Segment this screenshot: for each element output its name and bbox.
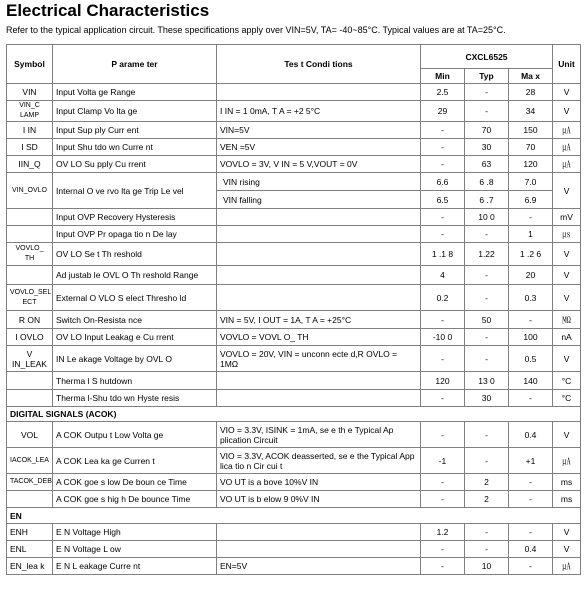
cell-typ: 6 .7 <box>465 191 509 209</box>
cell-min: 1.2 <box>421 524 465 541</box>
table-row <box>7 329 581 346</box>
cell-typ: 6 .8 <box>465 173 509 191</box>
cell-min: - <box>421 541 465 558</box>
cell-max: - <box>509 558 553 575</box>
cell-symbol: VOVLO_SEL ECT <box>7 285 53 311</box>
cell-max: 0.3 <box>509 285 553 311</box>
cell-symbol: I SD <box>7 139 53 156</box>
table-row <box>7 541 581 558</box>
cell-symbol: IIN_Q <box>7 156 53 173</box>
cell-max: - <box>509 209 553 226</box>
cell-unit: V <box>553 285 581 311</box>
cell-min: 1 .1 8 <box>421 243 465 266</box>
cell-typ: 13 0 <box>465 372 509 390</box>
cell-parameter: A COK goe s low De boun ce Time <box>53 474 217 491</box>
cell-parameter: OV LO Su pply Cu rrent <box>53 156 217 173</box>
cell-max: 1 .2 6 <box>509 243 553 266</box>
cell-min: 6.6 <box>421 173 465 191</box>
cell-parameter: Switch On-Resista nce <box>53 311 217 329</box>
cell-symbol: I IN <box>7 122 53 139</box>
table-row <box>7 266 581 285</box>
section-title: Electrical Characteristics <box>6 1 210 20</box>
cell-symbol: ENL <box>7 541 53 558</box>
cell-conditions <box>217 209 421 226</box>
cell-min: - <box>421 346 465 372</box>
table-row <box>7 209 581 226</box>
cell-conditions: VO UT is b elow 9 0%V IN <box>217 491 421 508</box>
cell-typ: 63 <box>465 156 509 173</box>
table-row <box>7 173 581 191</box>
cell-unit: ㎂ <box>553 139 581 156</box>
cell-typ: - <box>465 422 509 448</box>
cell-min: - <box>421 209 465 226</box>
cell-unit: V <box>553 173 581 209</box>
cell-unit: ㎂ <box>553 558 581 575</box>
cell-max: 0.5 <box>509 346 553 372</box>
cell-typ: - <box>465 541 509 558</box>
cell-unit: ㎂ <box>553 156 581 173</box>
cell-min: - <box>421 558 465 575</box>
cell-symbol: EN_lea k <box>7 558 53 575</box>
cell-symbol <box>7 372 53 390</box>
cell-typ: - <box>465 285 509 311</box>
cell-typ: - <box>465 329 509 346</box>
cell-typ: 30 <box>465 139 509 156</box>
cell-conditions: VIN rising <box>217 173 421 191</box>
cell-min: 6.5 <box>421 191 465 209</box>
cell-symbol: VIN_C LAMP <box>7 101 53 122</box>
cell-max: 34 <box>509 101 553 122</box>
cell-parameter: External O VLO S elect Thresho ld <box>53 285 217 311</box>
cell-unit: ㎂ <box>553 448 581 474</box>
cell-conditions <box>217 524 421 541</box>
cell-symbol: ENH <box>7 524 53 541</box>
header-max: Ma x <box>509 69 553 84</box>
cell-conditions: VEN =5V <box>217 139 421 156</box>
cell-conditions: EN=5V <box>217 558 421 575</box>
cell-min: 120 <box>421 372 465 390</box>
cell-conditions: VIN falling <box>217 191 421 209</box>
cell-conditions <box>217 226 421 243</box>
table-row <box>7 390 581 407</box>
cell-parameter: Input OVP Pr opaga tio n De lay <box>53 226 217 243</box>
cell-parameter: Input Clamp Vo lta ge <box>53 101 217 122</box>
cell-unit: ㎂ <box>553 122 581 139</box>
cell-typ: - <box>465 101 509 122</box>
cell-conditions: VOVLO = VOVL O_ TH <box>217 329 421 346</box>
section-title-digital: DIGITAL SIGNALS (ACOK) <box>7 407 581 422</box>
table-row <box>7 346 581 372</box>
cell-max: 0.4 <box>509 422 553 448</box>
cell-conditions <box>217 266 421 285</box>
cell-unit: V <box>553 422 581 448</box>
cell-symbol: TACOK_DEB <box>7 474 53 491</box>
cell-symbol: R ON <box>7 311 53 329</box>
cell-min: -10 0 <box>421 329 465 346</box>
cell-unit: V <box>553 84 581 101</box>
cell-typ: 30 <box>465 390 509 407</box>
cell-min: - <box>421 491 465 508</box>
section-row-digital <box>7 407 581 422</box>
table-row <box>7 524 581 541</box>
cell-conditions: VIO = 3.3V, ACOK deasserted, se e the Typical App lica tio n Cir cui t <box>217 448 421 474</box>
cell-unit: ㏁ <box>553 311 581 329</box>
cell-conditions <box>217 84 421 101</box>
cell-max: - <box>509 311 553 329</box>
cell-typ: 2 <box>465 491 509 508</box>
cell-typ: - <box>465 226 509 243</box>
cell-min: - <box>421 122 465 139</box>
cell-unit: V <box>553 101 581 122</box>
cell-min: - <box>421 474 465 491</box>
cell-parameter: E N Voltage L ow <box>53 541 217 558</box>
cell-symbol: IACOK_LEA <box>7 448 53 474</box>
cell-conditions: VOVLO = 20V, VIN = unconn ecte d,R OVLO = 1MΩ <box>217 346 421 372</box>
cell-symbol <box>7 209 53 226</box>
cell-conditions: VIO = 3.3V, ISINK = 1mA, se e th e Typical Ap plication Circuit <box>217 422 421 448</box>
cell-max: 100 <box>509 329 553 346</box>
cell-min: -1 <box>421 448 465 474</box>
table-row <box>7 139 581 156</box>
header-test-conditions: Tes t Condi tions <box>217 45 421 84</box>
cell-min: - <box>421 422 465 448</box>
cell-parameter: IN Le akage Voltage by OVL O <box>53 346 217 372</box>
intro-text: Refer to the typical application circuit. These specifications apply over VIN=5V, TA= -40~85°C. Typical values are at TA=25°C. <box>6 25 506 35</box>
cell-typ: 2 <box>465 474 509 491</box>
cell-max: 1 <box>509 226 553 243</box>
cell-unit: ms <box>553 474 581 491</box>
table-row <box>7 101 581 122</box>
cell-conditions <box>217 372 421 390</box>
cell-max: 140 <box>509 372 553 390</box>
cell-min: 0.2 <box>421 285 465 311</box>
table-row <box>7 156 581 173</box>
cell-parameter: OV LO Input Leakag e Cu rrent <box>53 329 217 346</box>
cell-parameter: A COK Outpu t Low Volta ge <box>53 422 217 448</box>
cell-max: 6.9 <box>509 191 553 209</box>
cell-typ: - <box>465 524 509 541</box>
cell-unit: V <box>553 541 581 558</box>
cell-symbol <box>7 390 53 407</box>
cell-parameter: Ad justab le OVL O Th reshold Range <box>53 266 217 285</box>
cell-typ: - <box>465 448 509 474</box>
cell-typ: - <box>465 346 509 372</box>
cell-min: 29 <box>421 101 465 122</box>
cell-max: 28 <box>509 84 553 101</box>
cell-parameter: Input OVP Recovery Hysteresis <box>53 209 217 226</box>
header-symbol: Symbol <box>7 45 53 84</box>
cell-symbol: VIN_OVLO <box>7 173 53 209</box>
cell-min: - <box>421 226 465 243</box>
cell-max: 20 <box>509 266 553 285</box>
cell-unit: °C <box>553 372 581 390</box>
cell-unit: V <box>553 346 581 372</box>
cell-symbol: I OVLO <box>7 329 53 346</box>
cell-min: - <box>421 390 465 407</box>
table-row <box>7 558 581 575</box>
cell-unit: mV <box>553 209 581 226</box>
cell-max: 120 <box>509 156 553 173</box>
table-row <box>7 122 581 139</box>
cell-symbol: VIN <box>7 84 53 101</box>
cell-unit: ms <box>553 491 581 508</box>
header-part-number: CXCL6525 <box>421 45 553 69</box>
cell-conditions: VOVLO = 3V, V IN = 5 V,VOUT = 0V <box>217 156 421 173</box>
table-row <box>7 226 581 243</box>
cell-unit: V <box>553 243 581 266</box>
section-row-en <box>7 508 581 524</box>
cell-parameter: Input Shu tdo wn Curre nt <box>53 139 217 156</box>
cell-symbol: VOVLO_ TH <box>7 243 53 266</box>
cell-min: 4 <box>421 266 465 285</box>
header-min: Min <box>421 69 465 84</box>
cell-max: 150 <box>509 122 553 139</box>
cell-max: 70 <box>509 139 553 156</box>
cell-parameter: Internal O ve rvo lta ge Trip Le vel <box>53 173 217 209</box>
cell-parameter: A COK goe s hig h De bounce Time <box>53 491 217 508</box>
cell-conditions: VIN = 5V, I OUT = 1A, T A = +25°C <box>217 311 421 329</box>
cell-max: - <box>509 474 553 491</box>
header-row <box>7 45 581 69</box>
cell-typ: 70 <box>465 122 509 139</box>
cell-parameter: A COK Lea ka ge Curren t <box>53 448 217 474</box>
cell-parameter: E N L eakage Curre nt <box>53 558 217 575</box>
cell-conditions: VO UT is a bove 10%V IN <box>217 474 421 491</box>
cell-typ: 10 <box>465 558 509 575</box>
cell-max: - <box>509 390 553 407</box>
header-parameter: P arame ter <box>53 45 217 84</box>
table-row <box>7 422 581 448</box>
table-row <box>7 311 581 329</box>
cell-conditions <box>217 541 421 558</box>
cell-max: - <box>509 524 553 541</box>
cell-min: - <box>421 311 465 329</box>
electrical-characteristics-table <box>6 44 581 575</box>
cell-min: - <box>421 139 465 156</box>
cell-min: 2.5 <box>421 84 465 101</box>
cell-typ: - <box>465 84 509 101</box>
cell-parameter: Input Volta ge Range <box>53 84 217 101</box>
cell-conditions: I IN = 1 0mA, T A = +2 5°C <box>217 101 421 122</box>
table-row <box>7 448 581 474</box>
cell-typ: 50 <box>465 311 509 329</box>
cell-symbol: V IN_LEAK <box>7 346 53 372</box>
cell-conditions <box>217 390 421 407</box>
table-row <box>7 474 581 491</box>
table-row <box>7 285 581 311</box>
cell-symbol <box>7 491 53 508</box>
cell-conditions: VIN=5V <box>217 122 421 139</box>
cell-unit: V <box>553 524 581 541</box>
cell-parameter: Input Sup ply Curr ent <box>53 122 217 139</box>
cell-unit: ㎲ <box>553 226 581 243</box>
cell-unit: °C <box>553 390 581 407</box>
cell-unit: V <box>553 266 581 285</box>
cell-parameter: Therma l-Shu tdo wn Hyste resis <box>53 390 217 407</box>
header-unit: Unit <box>553 45 581 84</box>
cell-conditions <box>217 243 421 266</box>
cell-parameter: Therma l S hutdown <box>53 372 217 390</box>
cell-max: 7.0 <box>509 173 553 191</box>
cell-symbol <box>7 226 53 243</box>
table-row <box>7 372 581 390</box>
cell-symbol <box>7 266 53 285</box>
header-typ: Typ <box>465 69 509 84</box>
cell-max: - <box>509 491 553 508</box>
cell-unit: nA <box>553 329 581 346</box>
cell-conditions <box>217 285 421 311</box>
cell-min: - <box>421 156 465 173</box>
cell-parameter: E N Voltage High <box>53 524 217 541</box>
cell-typ: 1.22 <box>465 243 509 266</box>
table-row <box>7 243 581 266</box>
table-row <box>7 491 581 508</box>
cell-max: +1 <box>509 448 553 474</box>
section-title-en: EN <box>7 508 581 524</box>
cell-max: 0.4 <box>509 541 553 558</box>
table-row <box>7 84 581 101</box>
cell-typ: 10 0 <box>465 209 509 226</box>
cell-typ: - <box>465 266 509 285</box>
cell-symbol: VOL <box>7 422 53 448</box>
cell-parameter: OV LO Se t Th reshold <box>53 243 217 266</box>
